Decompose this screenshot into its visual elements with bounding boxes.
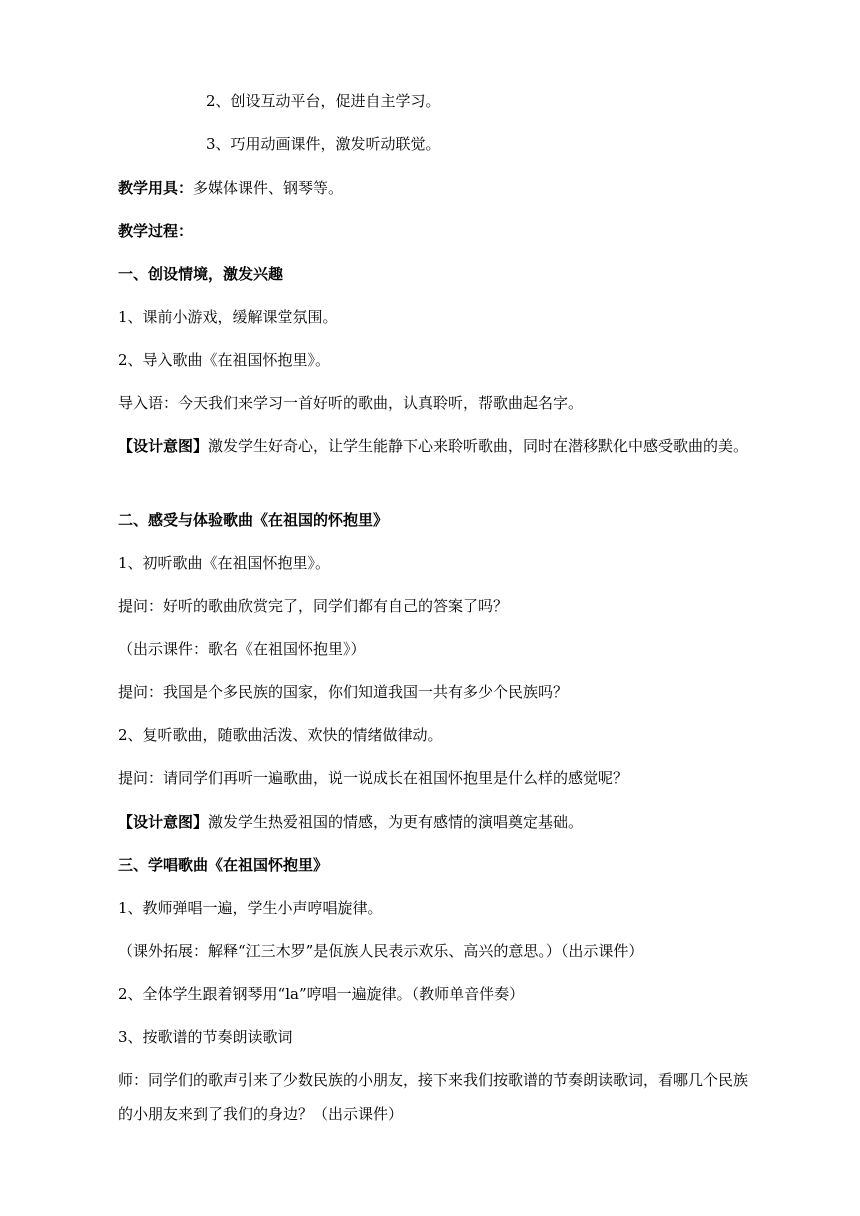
teaching-tools-text: 多媒体课件、钢琴等。: [193, 179, 344, 197]
section3-extension: （课外拓展：解释“江三木罗”是佤族人民表示欢乐、高兴的意思。）（出示课件）: [118, 942, 644, 960]
section2-question2: 提问：我国是个多民族的国家，你们知道我国一共有多少个民族吗？: [118, 683, 569, 701]
process-heading: 教学过程：: [118, 222, 194, 240]
section2-item1: 1、初听歌曲《在祖国怀抱里》。: [118, 554, 331, 572]
section2-heading: 二、感受与体验歌曲《在祖国的怀抱里》: [118, 511, 389, 529]
teaching-method-2: 2、创设互动平台，促进自主学习。: [206, 92, 441, 110]
section1-intro: 导入语：今天我们来学习一首好听的歌曲，认真聆听，帮歌曲起名字。: [118, 394, 584, 412]
section3-heading: 三、学唱歌曲《在祖国怀抱里》: [118, 856, 329, 874]
section3-teacher-speech: 师：同学们的歌声引来了少数民族的小朋友，接下来我们按歌谱的节奏朗读歌词，看哪几个民族的小朋友来到了我们的身边？（出示课件）: [118, 1071, 749, 1123]
teaching-tools-label: 教学用具：: [118, 179, 194, 197]
section2-item2: 2、复听歌曲，随歌曲活泼、欢快的情绪做律动。: [118, 726, 443, 744]
teaching-method-3: 3、巧用动画课件，激发听动联觉。: [206, 135, 441, 153]
section2-design-intent: [118, 812, 758, 832]
section3-item2: 2、全体学生跟着钢琴用“la”哼唱一遍旋律。（教师单音伴奏）: [118, 985, 525, 1003]
section1-design-intent: [118, 429, 750, 463]
teaching-tools: [118, 178, 758, 198]
design-intent-text: 激发学生热爱祖国的情感，为更有感情的演唱奠定基础。: [208, 813, 584, 831]
section1-heading: 一、创设情境，激发兴趣: [118, 265, 284, 283]
design-intent-label: 【设计意图】: [118, 813, 209, 831]
section2-question1: 提问：好听的歌曲欣赏完了，同学们都有自己的答案了吗？: [118, 597, 509, 615]
section3-item3: 3、按歌谱的节奏朗读歌词: [118, 1028, 293, 1046]
section3-item1: 1、教师弹唱一遍，学生小声哼唱旋律。: [118, 899, 383, 917]
section2-show-courseware: （出示课件：歌名《在祖国怀抱里》）: [118, 640, 366, 658]
section2-question3: 提问：请同学们再听一遍歌曲，说一说成长在祖国怀抱里是什么样的感觉呢？: [118, 769, 629, 787]
section1-item1: 1、课前小游戏，缓解课堂氛围。: [118, 308, 338, 326]
design-intent-label: 【设计意图】: [118, 437, 209, 455]
section1-item2: 2、导入歌曲《在祖国怀抱里》。: [118, 351, 331, 369]
design-intent-text: 激发学生好奇心，让学生能静下心来聆听歌曲，同时在潜移默化中感受歌曲的美。: [208, 437, 749, 455]
